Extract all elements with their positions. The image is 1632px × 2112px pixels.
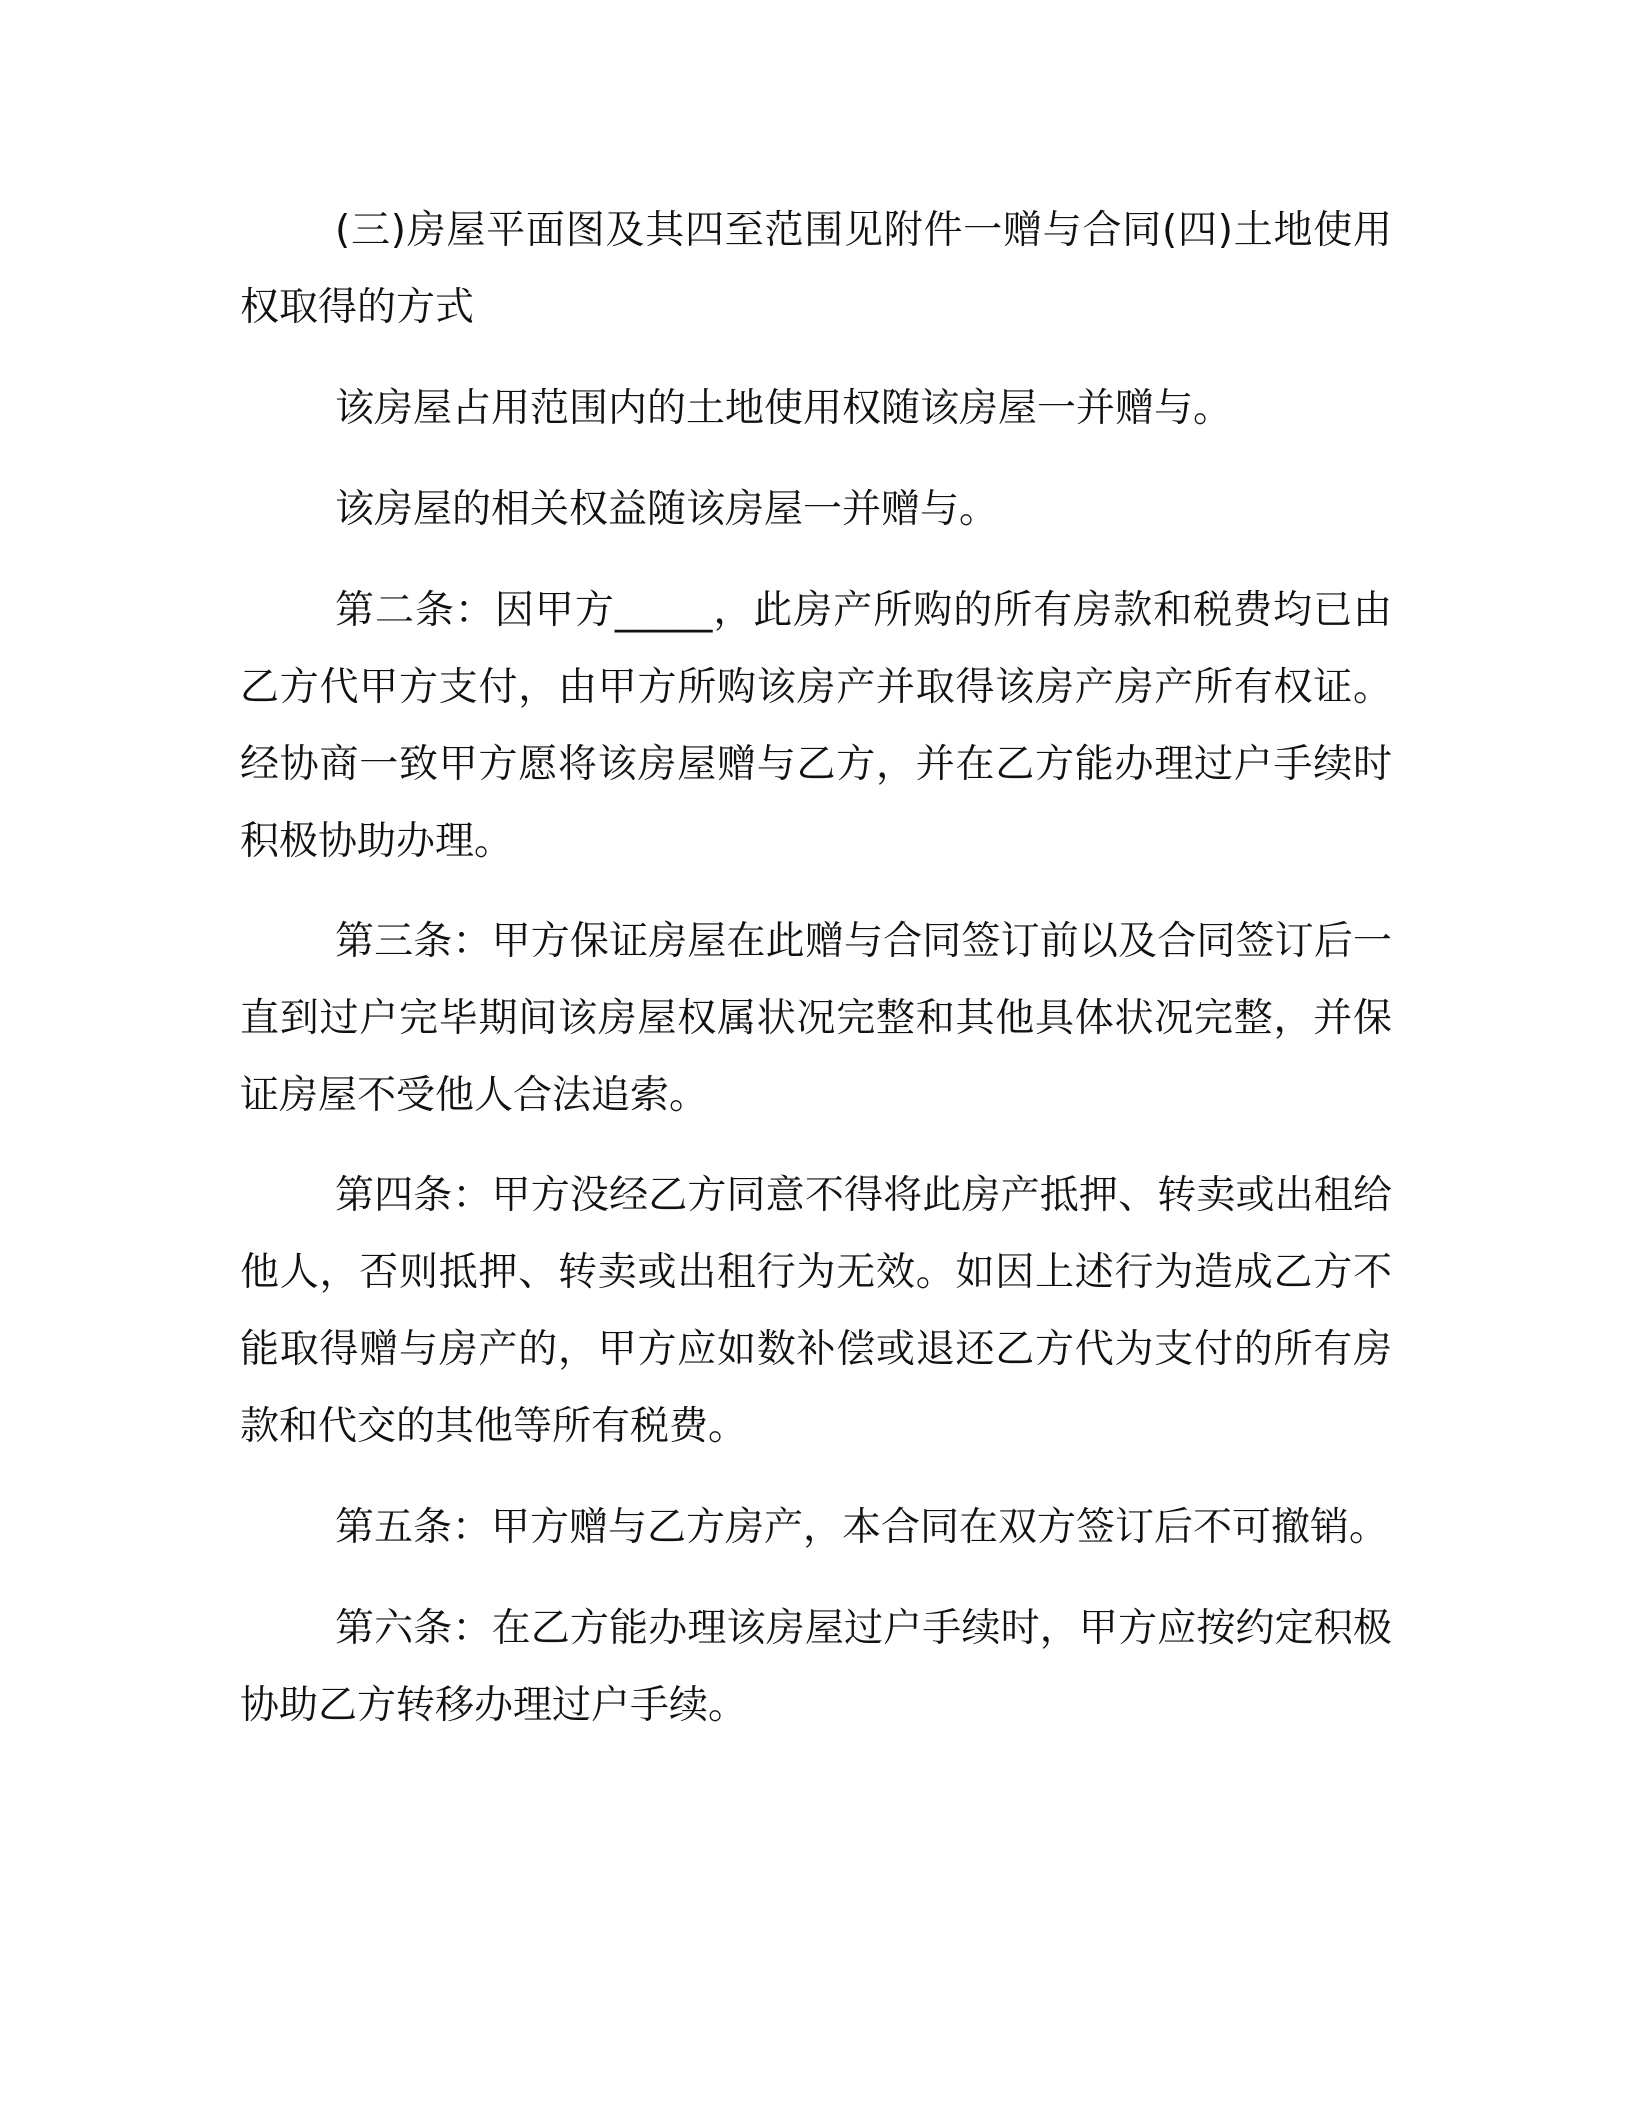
paragraph-land-use-method: (三)房屋平面图及其四至范围见附件一赠与合同(四)土地使用权取得的方式 [240, 208, 1392, 330]
article-2: 第二条：因甲方_____，此房产所购的所有房款和税费均已由乙方代甲方支付，由甲方所购该房产并取得该房产房产所有权证。经协商一致甲方愿将该房屋赠与乙方，并在乙方能办理过户手续时积极协助办理。 [240, 588, 1392, 864]
article-5: 第五条：甲方赠与乙方房产，本合同在双方签订后不可撤销。 [335, 1505, 1389, 1550]
paragraph-related-rights: 该房屋的相关权益随该房屋一并赠与。 [335, 487, 999, 532]
paragraph-land-use-right: 该房屋占用范围内的土地使用权随该房屋一并赠与。 [335, 386, 1233, 431]
document-page [240, 192, 1392, 1744]
article-3: 第三条：甲方保证房屋在此赠与合同签订前以及合同签订后一直到过户完毕期间该房屋权属状况完整和其他具体状况完整，并保证房屋不受他人合法追索。 [240, 919, 1392, 1118]
article-6: 第六条：在乙方能办理该房屋过户手续时，甲方应按约定积极协助乙方转移办理过户手续。 [240, 1606, 1392, 1728]
article-4: 第四条：甲方没经乙方同意不得将此房产抵押、转卖或出租给他人，否则抵押、转卖或出租行为无效。如因上述行为造成乙方不能取得赠与房产的，甲方应如数补偿或退还乙方代为支付的所有房款和代交的其他等所有税费。 [240, 1173, 1392, 1449]
